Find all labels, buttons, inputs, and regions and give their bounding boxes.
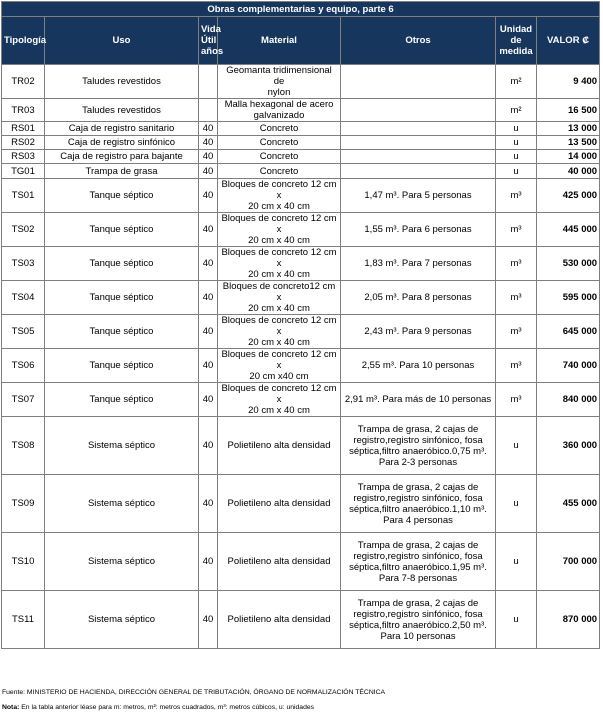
cell-uso: Sistema séptico — [45, 591, 199, 649]
cell-uso: Tanque séptico — [45, 179, 199, 213]
table-row — [2, 179, 600, 213]
cell-unidad: m² — [496, 99, 537, 122]
cell-valor: 445 000 — [537, 213, 600, 247]
cell-vida-util: 40 — [199, 247, 218, 281]
cell-tipologia: TS03 — [2, 247, 45, 281]
cell-unidad: u — [496, 417, 537, 475]
cell-material: Bloques de concreto 12 cm x 20 cm x40 cm — [218, 349, 341, 383]
header-vida-util: Vida Útil años — [199, 17, 218, 65]
table-row — [2, 417, 600, 475]
cell-vida-util: 40 — [199, 179, 218, 213]
cell-material: Bloques de concreto 12 cm x 20 cm x 40 cm — [218, 247, 341, 281]
cell-uso: Tanque séptico — [45, 213, 199, 247]
cell-vida-util — [199, 65, 218, 99]
cell-valor: 13 000 — [537, 122, 600, 136]
cell-tipologia: TG01 — [2, 164, 45, 179]
cell-uso: Caja de registro sanitario — [45, 122, 199, 136]
cell-vida-util: 40 — [199, 475, 218, 533]
cell-uso: Caja de registro sinfónico — [45, 136, 199, 150]
cell-valor: 840 000 — [537, 383, 600, 417]
cell-otros: 1,83 m³. Para 7 personas — [341, 247, 496, 281]
cell-uso: Caja de registro para bajante — [45, 150, 199, 164]
units-note: Nota: En la tabla anterior léase para m: metros, m²: metros cuadrados, m³: metros cúbicos, u: unidades — [2, 704, 315, 711]
cell-uso: Taludes revestidos — [45, 99, 199, 122]
cell-tipologia: RS02 — [2, 136, 45, 150]
cell-otros — [341, 99, 496, 122]
cell-unidad: m³ — [496, 213, 537, 247]
cell-uso: Tanque séptico — [45, 315, 199, 349]
cell-vida-util: 40 — [199, 164, 218, 179]
cell-otros: 2,05 m³. Para 8 personas — [341, 281, 496, 315]
cell-vida-util: 40 — [199, 383, 218, 417]
cell-otros: Trampa de grasa, 2 cajas de registro,registro sinfónico, fosa séptica,filtro anaeróbico.1,10 m³. Para 4 personas — [341, 475, 496, 533]
cell-uso: Sistema séptico — [45, 475, 199, 533]
cell-valor: 870 000 — [537, 591, 600, 649]
cell-tipologia: RS01 — [2, 122, 45, 136]
table-row — [2, 533, 600, 591]
cell-material: Polietileno alta densidad — [218, 417, 341, 475]
cell-tipologia: TR03 — [2, 99, 45, 122]
cell-uso: Sistema séptico — [45, 533, 199, 591]
cell-unidad: u — [496, 136, 537, 150]
cell-valor: 14 000 — [537, 150, 600, 164]
cell-unidad: m³ — [496, 179, 537, 213]
cell-material: Concreto — [218, 122, 341, 136]
cell-otros — [341, 65, 496, 99]
cell-uso: Tanque séptico — [45, 349, 199, 383]
cell-otros: Trampa de grasa, 2 cajas de registro,registro sinfónico, fosa séptica,filtro anaeróbico.2,50 m³. Para 10 personas — [341, 591, 496, 649]
cell-uso: Sistema séptico — [45, 417, 199, 475]
cell-uso: Tanque séptico — [45, 383, 199, 417]
cell-material: Bloques de concreto 12 cm x 20 cm x 40 cm — [218, 179, 341, 213]
table-title: Obras complementarias y equipo, parte 6 — [2, 2, 600, 17]
cell-vida-util: 40 — [199, 533, 218, 591]
cell-vida-util: 40 — [199, 591, 218, 649]
cell-valor: 455 000 — [537, 475, 600, 533]
header-valor: VALOR ₡ — [537, 17, 600, 65]
cell-uso: Trampa de grasa — [45, 164, 199, 179]
cell-valor: 700 000 — [537, 533, 600, 591]
cell-material: Bloques de concreto12 cm x 20 cm x 40 cm — [218, 281, 341, 315]
cell-material: Bloques de concreto 12 cm x 20 cm x 40 cm — [218, 383, 341, 417]
header-row — [2, 17, 600, 65]
cell-valor: 9 400 — [537, 65, 600, 99]
cell-valor: 425 000 — [537, 179, 600, 213]
cell-material: Concreto — [218, 136, 341, 150]
cell-material: Concreto — [218, 164, 341, 179]
cell-otros — [341, 164, 496, 179]
cell-tipologia: RS03 — [2, 150, 45, 164]
cell-vida-util: 40 — [199, 150, 218, 164]
cell-otros: 2,43 m³. Para 9 personas — [341, 315, 496, 349]
cell-otros: Trampa de grasa, 2 cajas de registro,registro sinfónico, fosa séptica,filtro anaeróbico.0,75 m³. Para 2-3 personas — [341, 417, 496, 475]
header-otros: Otros — [341, 17, 496, 65]
cell-vida-util: 40 — [199, 213, 218, 247]
cell-material: Polietileno alta densidad — [218, 533, 341, 591]
cell-tipologia: TS09 — [2, 475, 45, 533]
cell-uso: Taludes revestidos — [45, 65, 199, 99]
cell-uso: Tanque séptico — [45, 281, 199, 315]
cell-valor: 13 500 — [537, 136, 600, 150]
cell-material: Malla hexagonal de acero galvanizado — [218, 99, 341, 122]
table-row — [2, 247, 600, 281]
cell-material: Bloques de concreto 12 cm x 20 cm x 40 cm — [218, 213, 341, 247]
cell-unidad: m³ — [496, 315, 537, 349]
cell-valor: 40 000 — [537, 164, 600, 179]
table-row — [2, 99, 600, 122]
cell-unidad: u — [496, 164, 537, 179]
cell-valor: 595 000 — [537, 281, 600, 315]
cell-tipologia: TS04 — [2, 281, 45, 315]
header-tipologia: Tipología — [2, 17, 45, 65]
cell-unidad: m² — [496, 65, 537, 99]
cell-otros: Trampa de grasa, 2 cajas de registro,registro sinfónico, fosa séptica,filtro anaeróbico.1,95 m³. Para 7-8 personas — [341, 533, 496, 591]
header-uso: Uso — [45, 17, 199, 65]
cell-valor: 360 000 — [537, 417, 600, 475]
cell-material: Concreto — [218, 150, 341, 164]
cell-unidad: u — [496, 591, 537, 649]
cell-unidad: u — [496, 475, 537, 533]
table-row — [2, 213, 600, 247]
cell-valor: 740 000 — [537, 349, 600, 383]
cell-vida-util: 40 — [199, 349, 218, 383]
cell-tipologia: TS08 — [2, 417, 45, 475]
table-row — [2, 281, 600, 315]
table-row — [2, 150, 600, 164]
header-unidad: Unidad de medida — [496, 17, 537, 65]
cell-unidad: m³ — [496, 383, 537, 417]
cell-material: Geomanta tridimensional de nylon — [218, 65, 341, 99]
cell-tipologia: TS07 — [2, 383, 45, 417]
table-row — [2, 315, 600, 349]
cell-unidad: u — [496, 150, 537, 164]
table-row — [2, 349, 600, 383]
cell-otros: 1,47 m³. Para 5 personas — [341, 179, 496, 213]
cell-unidad: m³ — [496, 349, 537, 383]
cell-tipologia: TS02 — [2, 213, 45, 247]
header-material: Material — [218, 17, 341, 65]
cell-otros — [341, 122, 496, 136]
cell-valor: 645 000 — [537, 315, 600, 349]
cell-unidad: m³ — [496, 281, 537, 315]
cell-otros: 2,55 m³. Para 10 personas — [341, 349, 496, 383]
table-row — [2, 383, 600, 417]
cell-unidad: m³ — [496, 247, 537, 281]
cell-tipologia: TR02 — [2, 65, 45, 99]
cell-otros: 1,55 m³. Para 6 personas — [341, 213, 496, 247]
table-row — [2, 475, 600, 533]
cell-vida-util: 40 — [199, 417, 218, 475]
cell-material: Polietileno alta densidad — [218, 591, 341, 649]
cell-tipologia: TS11 — [2, 591, 45, 649]
cell-unidad: u — [496, 533, 537, 591]
cell-unidad: u — [496, 122, 537, 136]
table-row — [2, 65, 600, 99]
cell-material: Polietileno alta densidad — [218, 475, 341, 533]
source-note: Fuente: MINISTERIO DE HACIENDA, DIRECCIÓN GENERAL DE TRIBUTACIÓN, ÓRGANO DE NORMALIZACIÓN TÉCNICA — [2, 689, 386, 696]
cell-vida-util — [199, 99, 218, 122]
cell-uso: Tanque séptico — [45, 247, 199, 281]
cell-tipologia: TS05 — [2, 315, 45, 349]
table-row — [2, 122, 600, 136]
table-row — [2, 136, 600, 150]
cell-vida-util: 40 — [199, 315, 218, 349]
cell-vida-util: 40 — [199, 122, 218, 136]
cell-valor: 16 500 — [537, 99, 600, 122]
cell-vida-util: 40 — [199, 136, 218, 150]
cell-tipologia: TS01 — [2, 179, 45, 213]
cell-otros — [341, 150, 496, 164]
valuation-table — [1, 1, 600, 649]
cell-valor: 530 000 — [537, 247, 600, 281]
cell-tipologia: TS06 — [2, 349, 45, 383]
cell-vida-util: 40 — [199, 281, 218, 315]
cell-otros: 2,91 m³. Para más de 10 personas — [341, 383, 496, 417]
cell-material: Bloques de concreto 12 cm x 20 cm x 40 cm — [218, 315, 341, 349]
table-row — [2, 591, 600, 649]
cell-otros — [341, 136, 496, 150]
table-row — [2, 164, 600, 179]
cell-tipologia: TS10 — [2, 533, 45, 591]
